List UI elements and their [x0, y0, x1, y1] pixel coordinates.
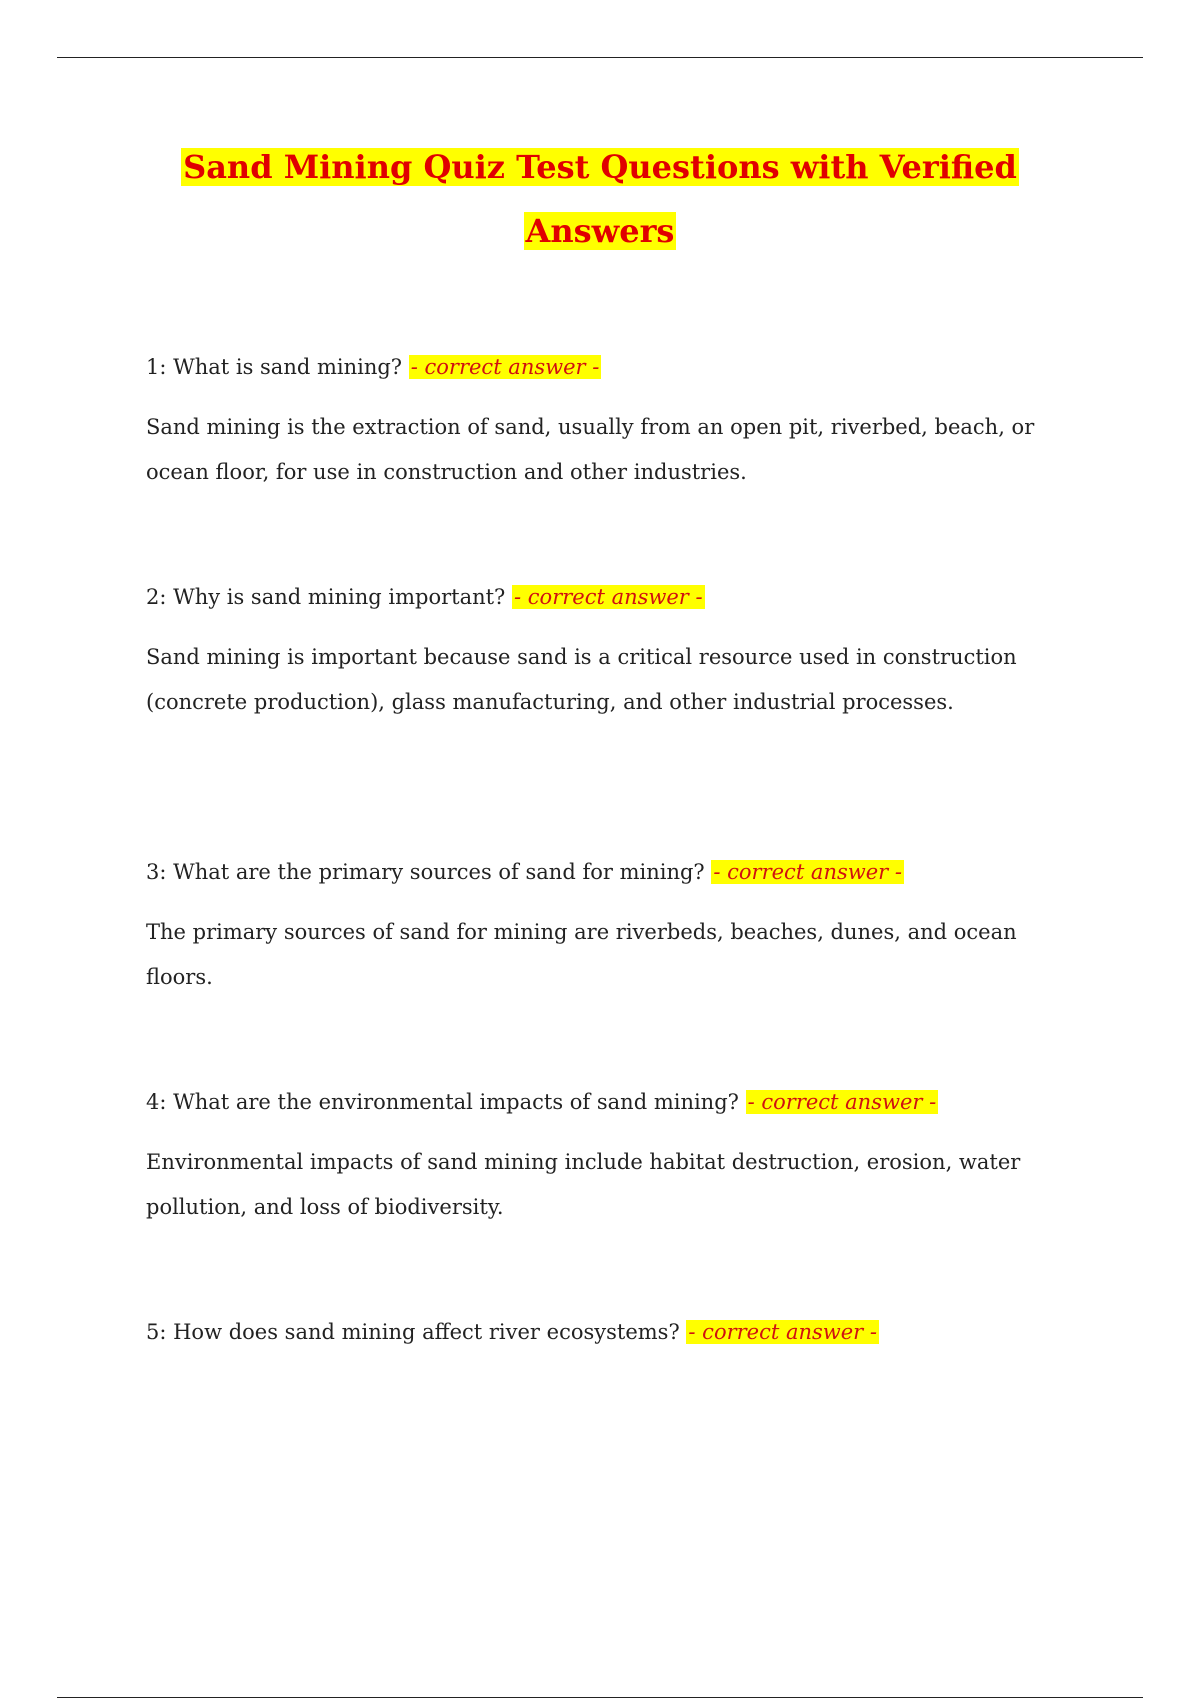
- question-5-text: 5: How does sand mining affect river ecosystems?: [146, 1320, 680, 1344]
- qa-item-1: [146, 351, 1086, 495]
- qa-item-2: [146, 581, 1086, 725]
- title-line-1: Sand Mining Quiz Test Questions with Verified: [183, 148, 1017, 186]
- title-line-2: Answers: [525, 212, 675, 250]
- correct-answer-tag: - correct answer -: [713, 860, 902, 884]
- answer-1: Sand mining is the extraction of sand, usually from an open pit, riverbed, beach, or ocean floor, for use in construction and other industries.: [146, 415, 1035, 484]
- correct-answer-tag: - correct answer -: [747, 1090, 937, 1114]
- question-2: [146, 581, 1086, 613]
- question-5: [146, 1316, 1086, 1348]
- header-rule: [57, 57, 1143, 58]
- question-3: [146, 856, 1086, 888]
- question-3-text: 3: What are the primary sources of sand for mining?: [146, 860, 705, 884]
- qa-item-3: [146, 856, 1086, 1000]
- question-2-text: 2: Why is sand mining important?: [146, 585, 506, 609]
- correct-answer-tag: - correct answer -: [688, 1320, 877, 1344]
- answer-2: Sand mining is important because sand is a critical resource used in construction (concrete production), glass manufacturing, and other industrial processes.: [146, 645, 1017, 714]
- document-title: [100, 135, 1100, 263]
- question-1-text: 1: What is sand mining?: [146, 355, 403, 379]
- question-4-text: 4: What are the environmental impacts of sand mining?: [146, 1090, 739, 1114]
- qa-item-5: [146, 1316, 1086, 1348]
- question-1: [146, 351, 1086, 383]
- correct-answer-tag: - correct answer -: [410, 355, 600, 379]
- footer-rule: [57, 1697, 1143, 1698]
- answer-3: The primary sources of sand for mining are riverbeds, beaches, dunes, and ocean floors.: [146, 920, 1017, 989]
- correct-answer-tag: - correct answer -: [514, 585, 703, 609]
- answer-4: Environmental impacts of sand mining include habitat destruction, erosion, water pollution, and loss of biodiversity.: [146, 1150, 1021, 1219]
- question-4: [146, 1086, 1086, 1118]
- qa-item-4: [146, 1086, 1086, 1230]
